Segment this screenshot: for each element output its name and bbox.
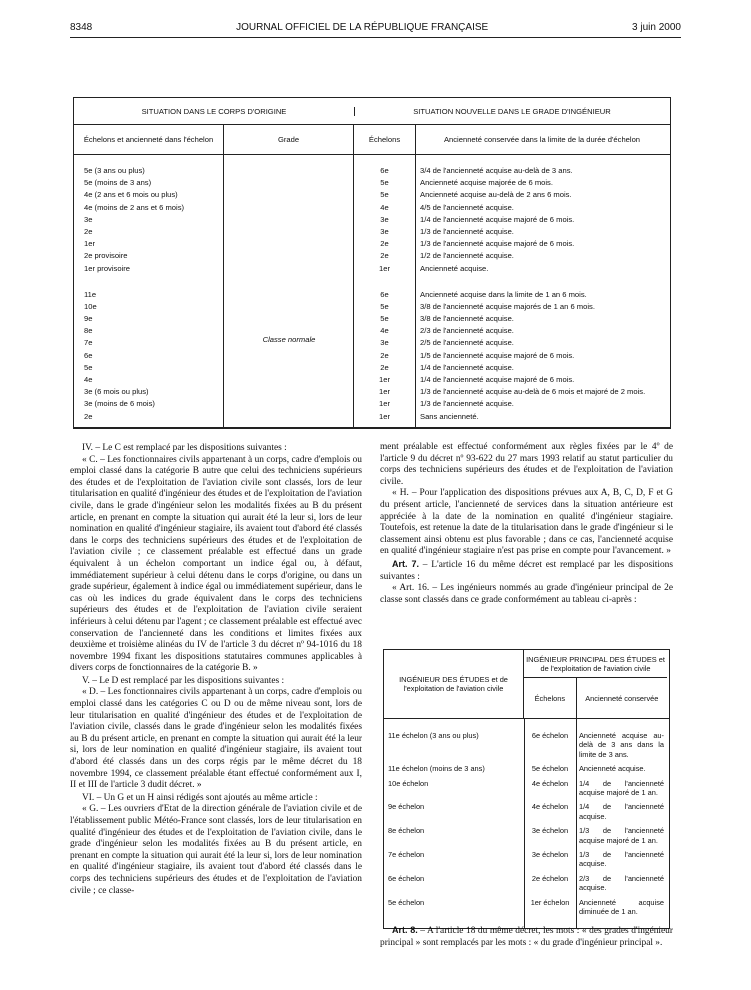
origin-echelon: 5e échelon xyxy=(388,897,425,907)
new-echelon: 6e xyxy=(380,289,389,299)
anciennete-rule: 1/3 de l'ancienneté acquise. xyxy=(420,226,514,236)
anciennete-rule: 1/3 de l'ancienneté acquise. xyxy=(579,850,664,869)
anciennete-rule: Ancienneté acquise dans la limite de 1 an 6 mois. xyxy=(420,289,587,299)
new-echelon: 2e xyxy=(380,251,389,261)
anciennete-rule: Ancienneté acquise diminuée de 1 an. xyxy=(579,897,664,917)
origin-echelon: 8e xyxy=(84,326,93,336)
paragraph: « H. – Pour l'application des dispositions prévues aux A, B, C, D, F et G du présent article, l'ancienneté de services dans la situation antérieure est appréciée à la date de la nomination en qualité d'ingénieur stagiaire. Toutefois, est retenue la date de la titularisation dans le grade d'ingénieur si le classement ainsi obtenu est plus favorable ; dans ce cas, l'ancienneté acquise en qualité d'ingénieur stagiaire n'est pas prise en compte pour l'avancement. » xyxy=(380,488,673,557)
origin-echelon: 9e xyxy=(84,314,93,324)
article-8 xyxy=(380,925,673,949)
column-rule xyxy=(576,719,577,928)
col-echelons-origin: Échelons et ancienneté dans l'échelon xyxy=(74,125,224,154)
paragraph xyxy=(380,925,673,949)
new-echelon: 5e échelon xyxy=(531,764,569,774)
anciennete-rule: 1/2 de l'ancienneté acquise. xyxy=(420,251,514,261)
origin-echelon: 10e xyxy=(84,301,97,311)
anciennete-rule: 1/4 de l'ancienneté acquise majoré de 6 mois. xyxy=(420,375,575,384)
new-echelon: 6e xyxy=(380,166,389,175)
anciennete-rule: 1/3 de l'ancienneté acquise au-delà de 6 mois et majoré de 2 mois. xyxy=(420,387,646,397)
table-row xyxy=(384,764,669,773)
new-echelon: 5e xyxy=(380,190,389,200)
new-echelon: 6e échelon xyxy=(531,731,569,740)
origin-echelon: 2e provisoire xyxy=(84,251,128,261)
anciennete-rule: 2/5 de l'ancienneté acquise. xyxy=(420,338,514,348)
table-subheader-row xyxy=(74,125,670,155)
anciennete-rule: 1/3 de l'ancienneté acquise majoré de 6 mois. xyxy=(420,239,575,249)
table-row xyxy=(384,850,669,869)
paragraph: VI. – Un G et un H ainsi rédigés sont ajoutés au même article : xyxy=(82,792,318,803)
header-subcols xyxy=(524,678,667,718)
header-engineer: INGÉNIEUR DES ÉTUDES et de l'exploitation de l'aviation civile xyxy=(384,650,524,718)
origin-echelon: 3e xyxy=(84,214,93,224)
origin-echelon: 3e (6 mois ou plus) xyxy=(84,387,149,397)
journal-title: JOURNAL OFFICIEL DE LA RÉPUBLIQUE FRANÇAISE xyxy=(236,22,489,33)
new-echelon: 3e échelon xyxy=(531,850,569,860)
table-row xyxy=(384,826,669,845)
origin-echelon: 1er xyxy=(84,239,95,249)
table-row xyxy=(384,802,669,821)
anciennete-rule: Ancienneté acquise. xyxy=(579,764,646,774)
origin-echelon: 8e échelon xyxy=(388,826,425,836)
anciennete-rule: 2/3 de l'ancienneté acquise. xyxy=(420,326,514,336)
new-echelon: 1er xyxy=(379,411,390,421)
article-number: Art. 7. xyxy=(392,558,419,569)
origin-echelon: 6e xyxy=(84,350,93,360)
origin-echelon: 1er provisoire xyxy=(84,263,131,273)
origin-echelon: 10e échelon xyxy=(388,778,429,788)
origin-echelon: 7e xyxy=(84,338,93,348)
anciennete-rule: 1/4 de l'ancienneté acquise majoré de 1 an. xyxy=(579,778,664,798)
header-rule xyxy=(70,37,681,38)
anciennete-rule: 3/4 de l'ancienneté acquise au-delà de 3 ans. xyxy=(420,166,573,175)
new-echelon: 3e xyxy=(380,214,389,224)
right-text-column xyxy=(380,442,673,606)
left-text-column xyxy=(70,442,362,897)
new-echelon: 2e xyxy=(380,350,389,360)
new-echelon: 3e xyxy=(380,226,389,236)
header-new: SITUATION NOUVELLE DANS LE GRADE D'INGÉNIEUR xyxy=(413,106,611,116)
origin-echelon: 5e (3 ans ou plus) xyxy=(84,166,145,175)
origin-echelon: 11e échelon (moins de 3 ans) xyxy=(388,764,485,774)
grade-label: Classe normale xyxy=(262,335,316,344)
anciennete-rule: Ancienneté acquise au-delà de 2 ans 6 mois. xyxy=(420,190,572,200)
paragraph: « D. – Les fonctionnaires civils appartenant à un corps, cadre d'emplois ou emploi classé dans les catégories C ou D ou de même niveau sont, lors de leur titularisation en qualité d'ingénieur des études et de l'exploitation de l'aviation civile, classés dans le grade d'ingénieur selon les modalités fixées au B du présent article, en prenant en compte la situation qui aurait été la leur si, lors de leur nomination en qualité d'ingénieur stagiaire, ils avaient tout d'abord été classés dans un des corps régis par le même décret du 18 novembre 1994, ce classement préalable étant effectué conformément aux I, II et III de l'article 3 dudit décret. » xyxy=(70,687,362,791)
new-echelon: 1er xyxy=(379,375,390,384)
origin-echelon: 4e xyxy=(84,375,93,384)
anciennete-rule: Ancienneté acquise au-delà de 3 ans dans la limite de 3 ans. xyxy=(579,731,664,759)
column-rule xyxy=(524,719,525,928)
new-echelon: 4e xyxy=(380,326,389,336)
new-echelon: 2e échelon xyxy=(531,873,569,883)
table-body xyxy=(74,155,670,428)
article-text: – A l'article 18 du même décret, les mots : « des grades d'ingénieur principal » sont remplacés par les mots : « du grade d'ingénieur principal ». xyxy=(380,926,673,948)
table-row xyxy=(384,779,669,798)
anciennete-rule: Sans ancienneté. xyxy=(420,411,479,421)
new-echelon: 4e échelon xyxy=(531,778,569,788)
new-echelon: 4e échelon xyxy=(531,802,569,812)
anciennete-rule: 3/8 de l'ancienneté acquise. xyxy=(420,314,514,324)
new-echelon: 1er xyxy=(379,263,390,273)
col-echelons-new: Échelons xyxy=(354,125,416,154)
new-echelon: 3e xyxy=(380,338,389,348)
anciennete-rule: 2/3 de l'ancienneté acquise. xyxy=(579,873,664,893)
article-number: Art. 8. xyxy=(392,925,418,935)
anciennete-rule: 4/5 de l'ancienneté acquise. xyxy=(420,202,514,212)
table-row xyxy=(384,731,669,759)
header-origin: SITUATION DANS LE CORPS D'ORIGINE xyxy=(74,107,355,116)
origin-echelon: 2e xyxy=(84,226,93,236)
origin-echelon: 6e échelon xyxy=(388,873,425,883)
paragraph: « G. – Les ouvriers d'Etat de la direction générale de l'aviation civile et de l'établissement public Météo-France sont classés, lors de leur titularisation en qualité d'ingénieur des études et de l'exploitation de l'aviation civile, dans le grade d'ingénieur selon les modalités fixées au B du présent article, en prenant en compte la situation qui aurait été la leur si, lors de leur nomination en qualité d'ingénieur stagiaire, ils avaient tout d'abord été classés dans le corps des techniciens supérieurs des études et de l'exploitation de l'aviation civile ; ce classe- xyxy=(70,804,362,896)
col-anciennete: Ancienneté conservée dans la limite de la durée d'échelon xyxy=(443,135,641,144)
new-echelon: 5e xyxy=(380,314,389,324)
engineer-table xyxy=(383,649,670,929)
origin-echelon: 5e xyxy=(84,362,93,372)
header-principal-group xyxy=(524,650,667,718)
new-echelon: 1er xyxy=(379,387,390,397)
new-echelon: 1er xyxy=(379,399,390,409)
new-echelon: 5e xyxy=(380,301,389,311)
new-echelon: 1er échelon xyxy=(530,897,570,907)
anciennete-rule: 1/4 de l'ancienneté acquise. xyxy=(579,802,664,821)
origin-echelon: 9e échelon xyxy=(388,802,425,812)
anciennete-rule: Ancienneté acquise. xyxy=(420,263,489,273)
anciennete-rule: 1/3 de l'ancienneté acquise. xyxy=(420,399,514,409)
anciennete-rule: 1/3 de l'ancienneté acquise majoré de 1 an. xyxy=(579,826,664,845)
origin-echelon: 11e xyxy=(84,289,97,299)
origin-echelon: 4e (2 ans et 6 mois ou plus) xyxy=(84,190,178,200)
col-anciennete-conservee: Ancienneté conservée xyxy=(585,693,659,703)
new-echelon: 4e xyxy=(380,202,389,212)
paragraph: ment préalable est effectué conformément aux règles fixées par le 4º de l'article 9 du décret nº 93-622 du 27 mars 1993 relatif au statut particulier du corps des techniciens supérieurs des études et de l'exploitation de l'aviation civile. xyxy=(380,442,673,487)
origin-echelon: 5e (moins de 3 ans) xyxy=(84,178,152,188)
table-header-row xyxy=(74,98,670,125)
origin-echelon: 11e échelon (3 ans ou plus) xyxy=(388,731,479,740)
row-gap xyxy=(416,275,668,289)
new-echelon: 2e xyxy=(380,362,389,372)
row-gap xyxy=(354,275,415,289)
article-7 xyxy=(380,559,673,583)
page-number: 8348 xyxy=(70,22,93,33)
new-echelon: 3e échelon xyxy=(531,826,569,836)
table-row xyxy=(384,898,669,917)
anciennete-rule: 1/4 de l'ancienneté acquise. xyxy=(420,362,514,372)
paragraph: IV. – Le C est remplacé par les dispositions suivantes : xyxy=(82,443,287,453)
paragraph: « C. – Les fonctionnaires civils appartenant à un corps, cadre d'emplois ou emploi classé dans la catégorie B autre que celui des techniciens supérieurs des études et de l'exploitation de l'aviation civile sont classés, lors de leur titularisation en qualité d'ingénieur des études et de l'exploitation de l'aviation civile, dans le grade d'ingénieur selon les modalités fixées au B du présent article, en prenant en compte la situation qui aurait été la leur si, lors de leur nomination en qualité d'ingénieur stagiaire, ils avaient tout d'abord été classés dans le corps des techniciens supérieurs des études et de l'exploitation de l'aviation civile ; ce classement préalable est effectué dans un grade équivalent à un échelon comportant un indice égal ou, à défaut, immédiatement supérieur à celui détenu dans le corps d'origine, ou dans un grade supérieur, également à indice égal ou immédiatement supérieur, dans le cas où les indices du grade équivalent dans le corps des techniciens supérieurs des études et de l'exploitation de l'aviation civile seraient inférieurs à celui détenu par l'agent ; ce classement préalable est effectué avec conservation de l'ancienneté dans les conditions et limites fixées aux deuxième et troisième alinéas du IV de l'article 3 du décret nº 94-1016 du 18 novembre 1994 fixant les dispositions statutaires communes applicables à divers corps de fonctionnaires de la catégorie B. » xyxy=(70,454,362,674)
origin-echelon: 3e (moins de 6 mois) xyxy=(84,399,155,409)
origin-echelon: 7e échelon xyxy=(388,850,425,860)
origin-echelon: 4e (moins de 2 ans et 6 mois) xyxy=(84,202,185,212)
issue-date: 3 juin 2000 xyxy=(632,22,681,33)
col-echelons: Échelons xyxy=(524,678,577,718)
new-echelon: 2e xyxy=(380,239,389,249)
origin-echelon: 2e xyxy=(84,411,93,421)
new-echelon: 5e xyxy=(380,178,389,188)
anciennete-rule: Ancienneté acquise majorée de 6 mois. xyxy=(420,178,553,188)
running-header xyxy=(70,22,681,33)
paragraph: V. – Le D est remplacé par les dispositions suivantes : xyxy=(82,675,285,686)
anciennete-list xyxy=(416,155,668,427)
row-gap xyxy=(74,275,223,289)
new-echelon-list xyxy=(354,155,416,427)
grade-column xyxy=(224,155,354,427)
engineer-table-header xyxy=(384,650,669,719)
paragraph: « Art. 16. – Les ingénieurs nommés au grade d'ingénieur principal de 2e classe sont classés dans ce grade conformément au tableau ci-après : xyxy=(380,583,673,605)
anciennete-rule: 1/5 de l'ancienneté acquise majoré de 6 mois. xyxy=(420,350,575,360)
anciennete-rule: 1/4 de l'ancienneté acquise majoré de 6 mois. xyxy=(420,214,575,224)
classification-table xyxy=(73,97,671,429)
origin-echelon-list xyxy=(74,155,224,427)
anciennete-rule: 3/8 de l'ancienneté acquise majorés de 1 an 6 mois. xyxy=(420,301,595,311)
header-principal: INGÉNIEUR PRINCIPAL DES ÉTUDES et de l'exploitation de l'aviation civile xyxy=(524,650,667,678)
col-grade: Grade xyxy=(224,125,354,154)
article-text: – L'article 16 du même décret est remplacé par les dispositions suivantes : xyxy=(380,559,673,582)
engineer-table-body xyxy=(384,719,669,928)
table-row xyxy=(384,874,669,893)
